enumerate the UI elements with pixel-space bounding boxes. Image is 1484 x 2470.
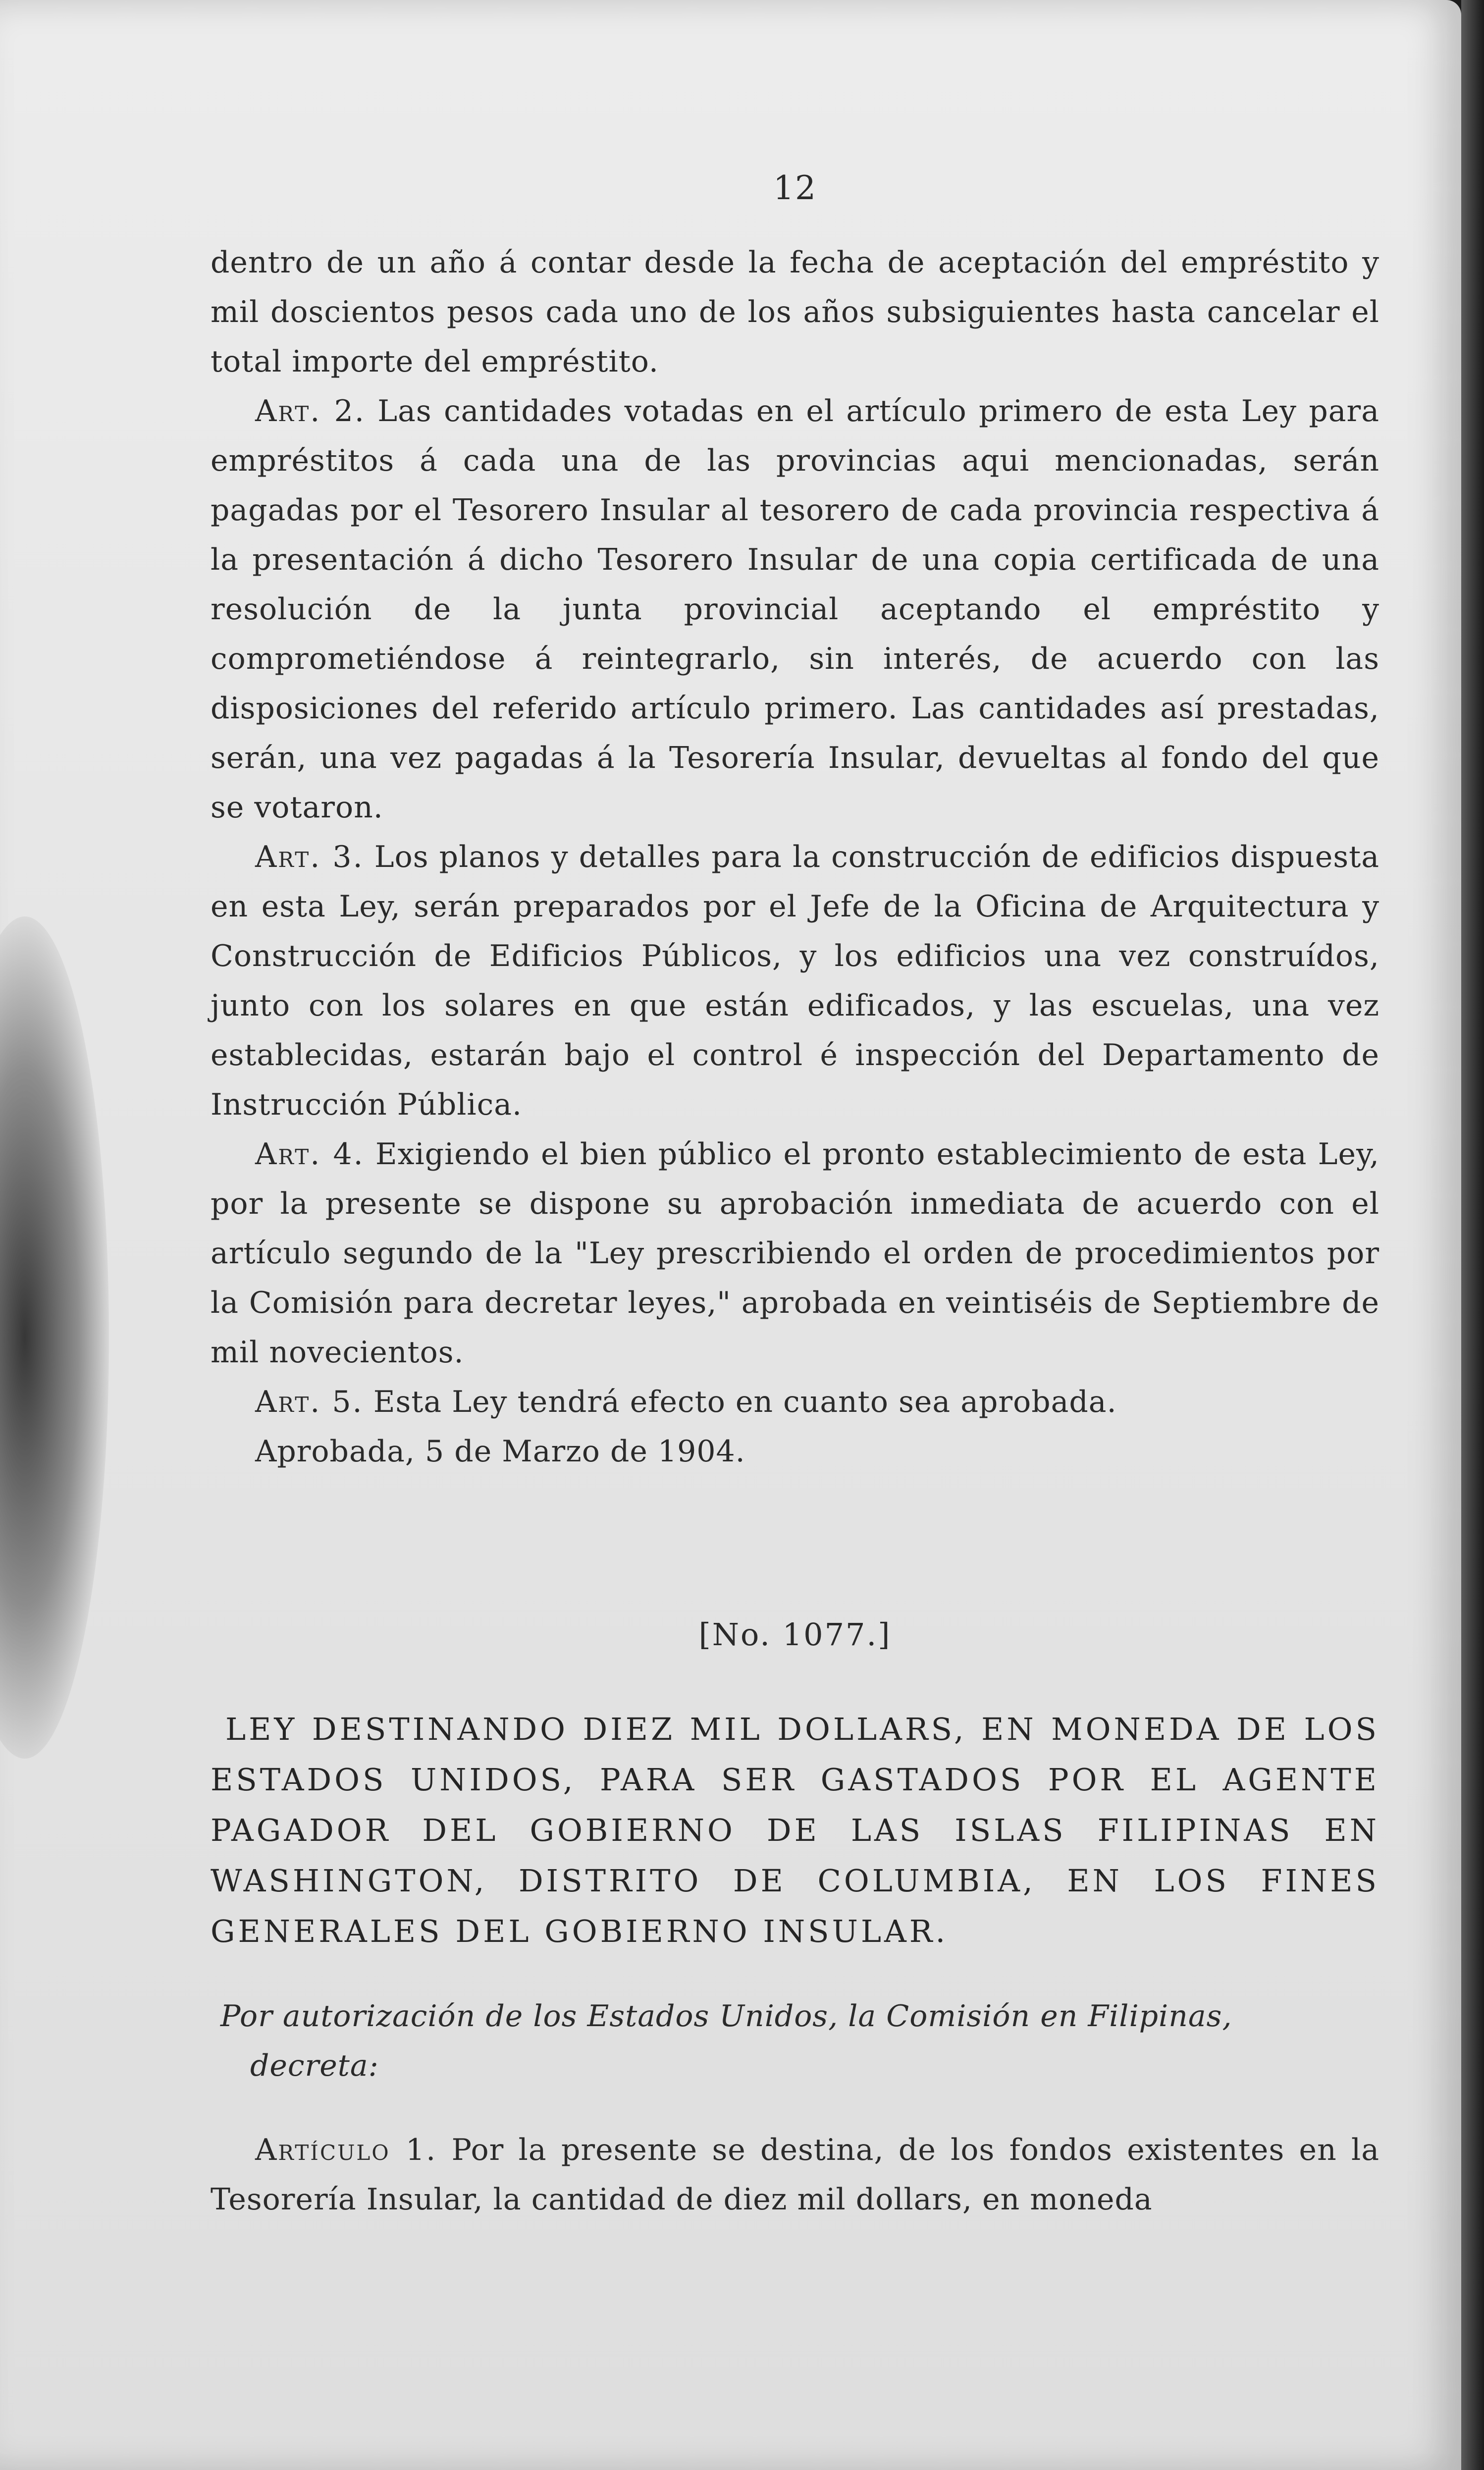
binding-shadow xyxy=(0,916,109,1759)
article-1-label: Artículo 1. xyxy=(255,2133,437,2167)
article-3-text: Los planos y detalles para la construcción de edificios dispuesta en esta Ley, serán preparados por el Jefe de la Oficina de Arquitectura y Construcción de Edificios Públicos, y los edificios una vez construídos, junto con los solares en que están edificados, y las escuelas, una vez establecidas, estarán bajo el control é inspección del Departamento de Instrucción Pública. xyxy=(211,840,1379,1122)
paragraph-continuation: dentro de un año á contar desde la fecha de aceptación del empréstito y mil doscientos pesos cada uno de los años subsiguientes hasta cancelar el total importe del empréstito. xyxy=(211,245,1379,379)
page-edge-shadow xyxy=(1461,0,1484,2470)
article-2-text: Las cantidades votadas en el artículo primero de esta Ley para empréstitos á cada una de las provincias aqui mencionadas, serán pagadas por el Tesorero Insular al tesorero de cada provincia respectiva á la presentación á dicho Tesorero Insular de una copia certificada de una resolución de la junta provincial aceptando el empréstito y comprometiéndose á reintegrarlo, sin interés, de acuerdo con las disposiciones del referido artículo primero. Las cantidades así prestadas, serán, una vez pagadas á la Tesorería Insular, devueltas al fondo del que se votaron. xyxy=(211,394,1380,825)
approval-date: Aprobada, 5 de Marzo de 1904. xyxy=(255,1434,745,1469)
article-4 xyxy=(211,1129,1379,1377)
article-4-text: Exigiendo el bien público el pronto establecimiento de esta Ley, por la presente se dispone su aprobación inmediata de acuerdo con el artículo segundo de la "Ley prescribiendo el orden de procedimientos por la Comisión para decretar leyes," aprobada en veintiséis de Septiembre de mil novecientos. xyxy=(211,1137,1379,1370)
article-3 xyxy=(211,832,1379,1129)
law-title: LEY DESTINANDO DIEZ MIL DOLLARS, EN MONEDA DE LOS ESTADOS UNIDOS, PARA SER GASTADOS POR EL AGENTE PAGADOR DEL GOBIERNO DE LAS ISLAS FILIPINAS EN WASHINGTON, DISTRITO DE COLUMBIA, EN LOS FINES GENERALES DEL GOBIERNO INSULAR. xyxy=(211,1711,1379,1949)
article-5-text: Esta Ley tendrá efecto en cuanto sea aprobada. xyxy=(373,1385,1117,1419)
article-2-label: Art. 2. xyxy=(255,394,366,429)
article-5 xyxy=(211,1377,1379,1427)
article-1-text: Por la presente se destina, de los fondos existentes en la Tesorería Insular, la cantidad de diez mil dollars, en moneda xyxy=(211,2133,1380,2217)
enacting-clause xyxy=(211,1991,1379,2091)
article-2 xyxy=(211,386,1379,832)
article-5-label: Art. 5. xyxy=(255,1385,364,1419)
article-1 xyxy=(211,2125,1379,2224)
page-number: 12 xyxy=(773,169,817,207)
article-4-label: Art. 4. xyxy=(255,1137,365,1172)
page-content xyxy=(211,163,1379,2224)
enacting-clause-line-2: decreta: xyxy=(250,2048,379,2083)
article-3-label: Art. 3. xyxy=(255,840,364,874)
enacting-clause-line-1: Por autorización de los Estados Unidos, la Comisión en Filipinas, xyxy=(220,1999,1232,2034)
document-number: [No. 1077.] xyxy=(698,1616,892,1653)
